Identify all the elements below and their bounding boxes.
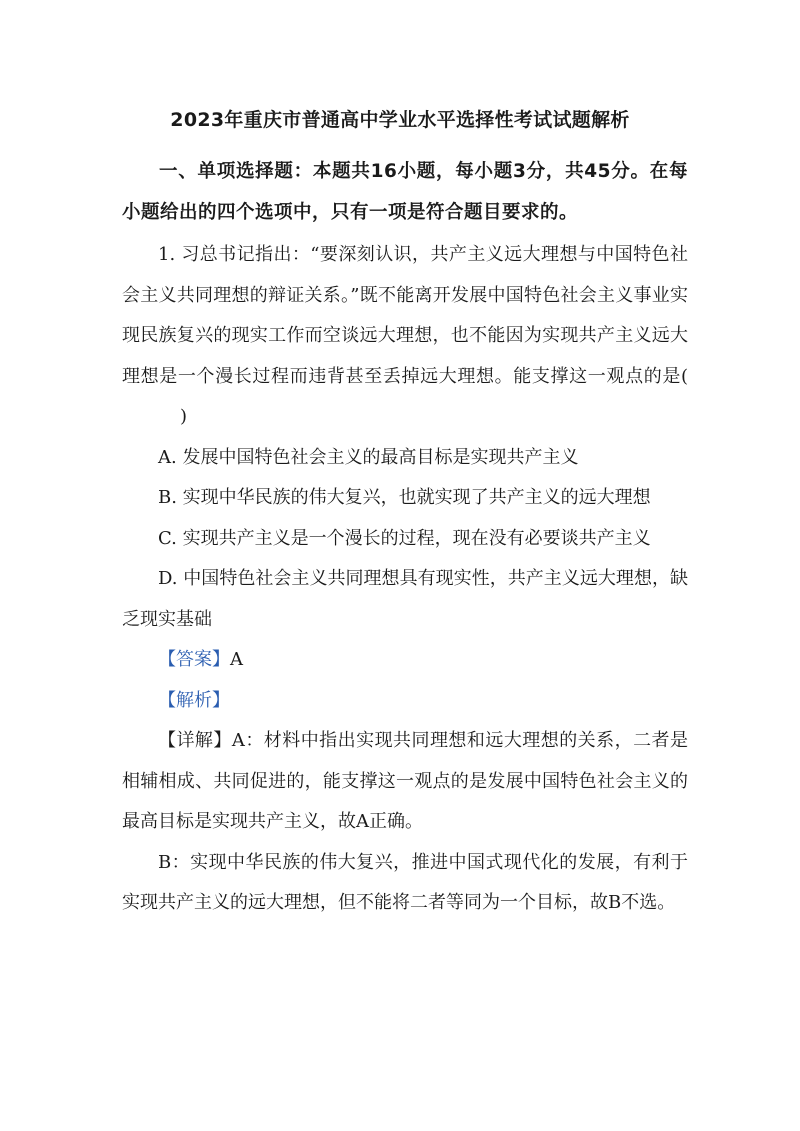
question-stem (122, 235, 688, 438)
document-body (122, 151, 688, 924)
question-stem-text: 1. 习总书记指出：“要深刻认识，共产主义远大理想与中国特色社会主义共同理想的辩证关系。”既不能离开发展中国特色社会主义事业实现民族复兴的现实工作而空谈远大理想，也不能因为实现共产主义远大理想是一个漫长过程而违背甚至丢掉远大理想。能支撑这一观点的是( (122, 244, 688, 387)
analysis-line (122, 681, 688, 722)
analysis-label: 【解析】 (158, 689, 230, 711)
answer-value: A (230, 649, 243, 670)
document-title: 2023年重庆市普通高中学业水平选择性考试试题解析 (170, 109, 630, 131)
option-c: C. 实现共产主义是一个漫长的过程，现在没有必要谈共产主义 (158, 527, 651, 549)
detail-paragraph-a (122, 721, 688, 843)
detail-paragraph-b: B：实现中华民族的伟大复兴，推进中国式现代化的发展，有利于实现共产主义的远大理想，但不能将二者等同为一个目标，故B不选。 (122, 851, 688, 913)
detail-label: 【详解】 (158, 730, 232, 751)
option-a: A. 发展中国特色社会主义的最高目标是实现共产主义 (158, 446, 579, 468)
option-d: D. 中国特色社会主义共同理想具有现实性，共产主义远大理想，缺乏现实基础 (122, 568, 688, 630)
detail-a-text: A：材料中指出实现共同理想和远大理想的关系，二者是相辅相成、共同促进的，能支撑这一观点的是发展中国特色社会主义的最高目标是实现共产主义，故A正确。 (122, 730, 688, 832)
answer-line (122, 640, 688, 681)
answer-label: 【答案】 (158, 649, 230, 670)
section-heading: 一、单项选择题：本题共16小题，每小题3分，共45分。在每小题给出的四个选项中，只有一项是符合题目要求的。 (122, 161, 688, 223)
option-b: B. 实现中华民族的伟大复兴，也就实现了共产主义的远大理想 (158, 487, 651, 508)
question-stem-close: ) (180, 406, 188, 427)
